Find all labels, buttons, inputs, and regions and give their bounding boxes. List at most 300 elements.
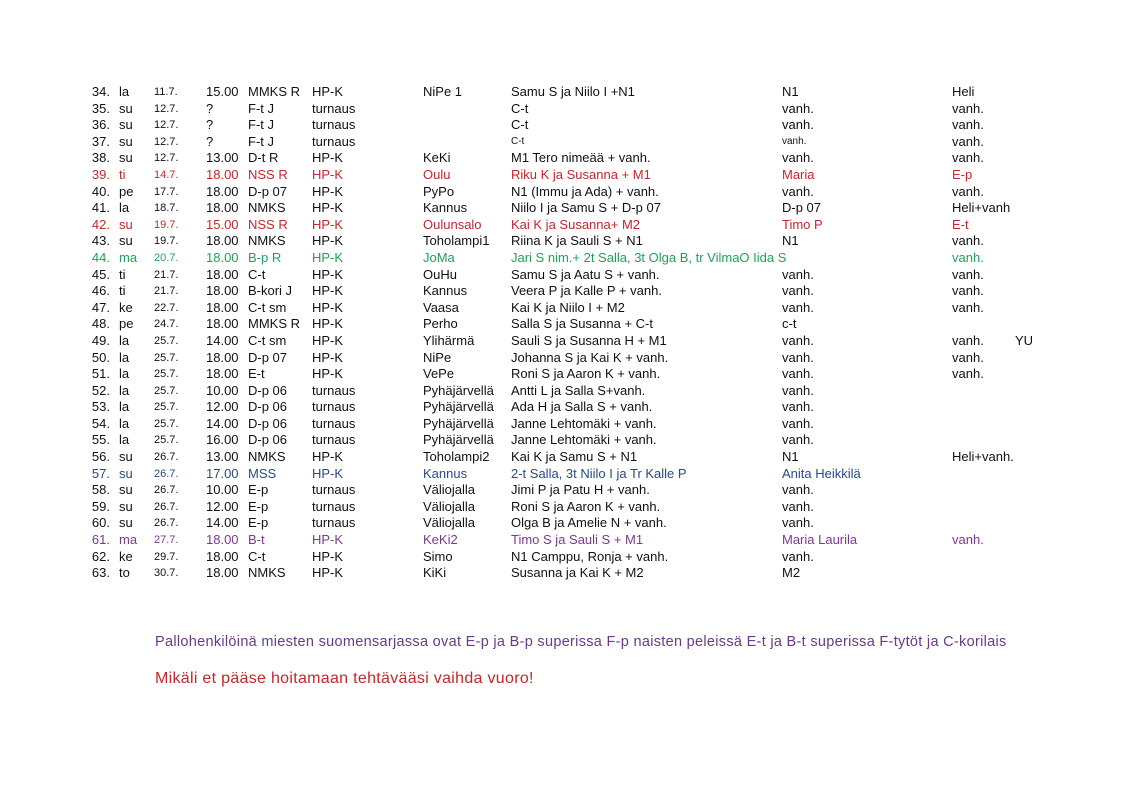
row-opponent: Pyhäjärvellä [423, 415, 494, 431]
row-date: 22.7. [154, 301, 179, 314]
table-row [0, 565, 1131, 582]
row-lead: E-t [952, 216, 969, 232]
row-team: D-p 06 [248, 415, 288, 431]
row-assigned: M1 Tero nimeää + vanh. [511, 150, 651, 166]
row-number: 60. [91, 515, 110, 531]
row-weekday: su [119, 100, 133, 116]
row-assigned: N1 (Immu ja Ada) + vanh. [511, 183, 659, 199]
row-lead: vanh. [952, 150, 984, 166]
row-number: 40. [91, 183, 110, 199]
row-assigned: Antti L ja Salla S+vanh. [511, 382, 646, 398]
row-game-type: turnaus [312, 117, 356, 133]
row-date: 20.7. [154, 251, 179, 264]
row-number: 48. [91, 316, 110, 332]
row-game-type: HP-K [312, 465, 344, 481]
row-weekday: ti [119, 266, 126, 282]
row-referee: N1 [782, 233, 799, 249]
table-row [0, 150, 1131, 167]
row-opponent: Pyhäjärvellä [423, 399, 494, 415]
row-number: 51. [91, 366, 110, 382]
row-lead: vanh. [952, 133, 984, 149]
row-lead: vanh. [952, 283, 984, 299]
row-referee: vanh. [782, 399, 814, 415]
row-number: 61. [91, 532, 110, 548]
row-weekday: la [119, 399, 130, 415]
row-referee: vanh. [782, 266, 814, 282]
row-assigned: 2-t Salla, 3t Niilo I ja Tr Kalle P [511, 465, 687, 481]
row-referee: D-p 07 [782, 200, 822, 216]
row-team: B-t [248, 532, 265, 548]
row-referee: vanh. [782, 283, 814, 299]
table-row [0, 399, 1131, 416]
row-team: B-p R [248, 249, 282, 265]
row-date: 19.7. [154, 235, 179, 248]
row-date: 25.7. [154, 384, 179, 397]
row-date: 12.7. [154, 119, 179, 132]
row-team: NSS R [248, 216, 288, 232]
row-assigned: Riku K ja Susanna + M1 [511, 166, 651, 182]
row-time: 16.00 [206, 432, 239, 448]
row-assigned: C-t [511, 100, 529, 116]
row-referee: vanh. [782, 349, 814, 365]
table-row [0, 416, 1131, 433]
row-date: 25.7. [154, 417, 179, 430]
row-game-type: HP-K [312, 283, 344, 299]
row-opponent: Vaasa [423, 299, 459, 315]
row-assigned: Olga B ja Amelie N + vanh. [511, 515, 667, 531]
row-time: 14.00 [206, 515, 239, 531]
row-game-type: turnaus [312, 100, 356, 116]
row-game-type: HP-K [312, 166, 344, 182]
row-game-type: turnaus [312, 399, 356, 415]
row-game-type: turnaus [312, 432, 356, 448]
row-time: ? [206, 133, 214, 149]
row-opponent: Kannus [423, 283, 468, 299]
row-team: NMKS [248, 200, 286, 216]
row-weekday: ma [119, 532, 138, 548]
table-row [0, 366, 1131, 383]
row-team: D-p 06 [248, 399, 288, 415]
row-referee: vanh. [782, 498, 814, 514]
row-number: 39. [91, 166, 110, 182]
row-time: 18.00 [206, 200, 239, 216]
row-opponent: Väliojalla [423, 482, 476, 498]
row-team: D-p 06 [248, 432, 288, 448]
row-number: 49. [91, 332, 110, 348]
row-assigned: Johanna S ja Kai K + vanh. [511, 349, 669, 365]
row-time: 18.00 [206, 283, 239, 299]
row-number: 45. [91, 266, 110, 282]
row-number: 54. [91, 415, 110, 431]
row-team: D-p 07 [248, 183, 288, 199]
table-row [0, 515, 1131, 532]
row-referee: vanh. [782, 415, 814, 431]
row-game-type: turnaus [312, 498, 356, 514]
row-weekday: pe [119, 183, 134, 199]
row-opponent: Toholampi1 [423, 233, 490, 249]
row-opponent: KeKi2 [423, 532, 458, 548]
table-row [0, 200, 1131, 217]
row-game-type: HP-K [312, 299, 344, 315]
row-assigned: N1 Camppu, Ronja + vanh. [511, 548, 669, 564]
row-time: 18.00 [206, 548, 239, 564]
table-row [0, 267, 1131, 284]
table-row [0, 466, 1131, 483]
row-time: 10.00 [206, 482, 239, 498]
row-time: ? [206, 100, 214, 116]
row-number: 52. [91, 382, 110, 398]
row-assigned: Salla S ja Susanna + C-t [511, 316, 653, 332]
row-time: 10.00 [206, 382, 239, 398]
row-opponent: Oulu [423, 166, 451, 182]
row-assigned: Jimi P ja Patu H + vanh. [511, 482, 650, 498]
row-lead: Heli+vanh. [952, 449, 1014, 465]
row-assigned: C-t [511, 135, 525, 147]
ball-crew-note: Pallohenkilöinä miesten suomensarjassa ovat E-p ja B-p superissa F-p naisten peleissä E-t ja B-t superissa F-tytöt ja C-korilais [155, 634, 1007, 650]
row-time: 12.00 [206, 498, 239, 514]
row-game-type: HP-K [312, 548, 344, 564]
row-number: 47. [91, 299, 110, 315]
row-date: 17.7. [154, 185, 179, 198]
row-weekday: su [119, 449, 133, 465]
row-date: 21.7. [154, 268, 179, 281]
row-time: ? [206, 117, 214, 133]
row-weekday: su [119, 117, 133, 133]
row-number: 46. [91, 283, 110, 299]
row-team: NMKS [248, 565, 286, 581]
row-referee: vanh. [782, 299, 814, 315]
row-team: E-p [248, 498, 269, 514]
row-lead: vanh. [952, 332, 984, 348]
row-opponent: Pyhäjärvellä [423, 432, 494, 448]
table-row [0, 482, 1131, 499]
table-row [0, 217, 1131, 234]
row-number: 57. [91, 465, 110, 481]
row-number: 55. [91, 432, 110, 448]
row-game-type: HP-K [312, 316, 344, 332]
row-lead: vanh. [952, 100, 984, 116]
row-date: 19.7. [154, 218, 179, 231]
row-game-type: HP-K [312, 84, 344, 99]
table-row [0, 549, 1131, 566]
row-date: 26.7. [154, 484, 179, 497]
row-opponent: OuHu [423, 266, 457, 282]
row-game-type: HP-K [312, 349, 344, 365]
table-row [0, 432, 1131, 449]
row-team: D-p 06 [248, 382, 288, 398]
row-opponent: Toholampi2 [423, 449, 490, 465]
row-team: F-t J [248, 117, 274, 133]
row-number: 63. [91, 565, 110, 581]
row-opponent: Simo [423, 548, 453, 564]
row-number: 35. [91, 100, 110, 116]
row-assigned: Kai K ja Susanna+ M2 [511, 216, 640, 232]
row-referee: vanh. [782, 117, 814, 133]
row-opponent: Väliojalla [423, 498, 476, 514]
row-team: B-kori J [248, 283, 293, 299]
row-date: 14.7. [154, 168, 179, 181]
row-team: C-t sm [248, 332, 287, 348]
row-game-type: HP-K [312, 449, 344, 465]
row-lead: vanh. [952, 366, 984, 382]
row-team: C-t [248, 548, 266, 564]
row-assigned: Roni S ja Aaron K + vanh. [511, 498, 661, 514]
row-opponent: JoMa [423, 249, 455, 265]
swap-shift-note: Mikäli et pääse hoitamaan tehtävääsi vaihda vuoro! [155, 670, 534, 687]
row-referee: vanh. [782, 382, 814, 398]
row-number: 37. [91, 133, 110, 149]
row-date: 25.7. [154, 334, 179, 347]
row-time: 18.00 [206, 349, 239, 365]
row-time: 13.00 [206, 150, 239, 166]
row-assigned: Samu S ja Niilo I +N1 [511, 84, 635, 99]
row-weekday: su [119, 133, 133, 149]
row-weekday: la [119, 332, 130, 348]
row-team: F-t J [248, 133, 274, 149]
row-weekday: su [119, 482, 133, 498]
row-team: E-p [248, 515, 269, 531]
row-referee: vanh. [782, 183, 814, 199]
row-time: 18.00 [206, 299, 239, 315]
table-row [0, 117, 1131, 134]
row-referee: N1 [782, 84, 799, 99]
row-game-type: HP-K [312, 183, 344, 199]
row-team: NSS R [248, 166, 288, 182]
row-date: 25.7. [154, 351, 179, 364]
row-extra: YU [1015, 332, 1034, 348]
row-date: 12.7. [154, 152, 179, 165]
row-time: 18.00 [206, 249, 239, 265]
table-row [0, 316, 1131, 333]
row-opponent: KeKi [423, 150, 451, 166]
table-row [0, 350, 1131, 367]
row-assigned: Jari S nim.+ 2t Salla, 3t Olga B, tr VilmaO Iida S [511, 249, 787, 265]
row-date: 25.7. [154, 434, 179, 447]
table-row [0, 283, 1131, 300]
row-time: 18.00 [206, 366, 239, 382]
row-date: 26.7. [154, 467, 179, 480]
row-weekday: la [119, 84, 130, 99]
table-row [0, 167, 1131, 184]
row-lead: vanh. [952, 349, 984, 365]
row-team: E-t [248, 366, 265, 382]
row-referee: Timo P [782, 216, 823, 232]
row-date: 21.7. [154, 285, 179, 298]
row-game-type: HP-K [312, 216, 344, 232]
table-row [0, 449, 1131, 466]
row-team: F-t J [248, 100, 274, 116]
row-referee: Maria Laurila [782, 532, 858, 548]
row-referee: vanh. [782, 482, 814, 498]
table-row [0, 333, 1131, 350]
row-referee: vanh. [782, 100, 814, 116]
row-number: 43. [91, 233, 110, 249]
row-number: 58. [91, 482, 110, 498]
row-team: E-p [248, 482, 269, 498]
row-number: 59. [91, 498, 110, 514]
row-opponent: KiKi [423, 565, 447, 581]
row-referee: vanh. [782, 515, 814, 531]
row-lead: vanh. [952, 117, 984, 133]
row-opponent: Kannus [423, 465, 468, 481]
row-time: 18.00 [206, 233, 239, 249]
row-weekday: ma [119, 249, 138, 265]
row-weekday: la [119, 415, 130, 431]
row-weekday: la [119, 366, 130, 382]
table-row [0, 532, 1131, 549]
row-number: 36. [91, 117, 110, 133]
row-date: 26.7. [154, 451, 179, 464]
row-time: 18.00 [206, 166, 239, 182]
row-game-type: HP-K [312, 332, 344, 348]
row-team: NMKS [248, 449, 286, 465]
row-game-type: turnaus [312, 415, 356, 431]
row-date: 18.7. [154, 202, 179, 215]
row-referee: vanh. [782, 366, 814, 382]
row-game-type: turnaus [312, 382, 356, 398]
row-game-type: HP-K [312, 200, 344, 216]
row-team: C-t sm [248, 299, 287, 315]
row-lead: Heli [952, 84, 975, 99]
row-game-type: HP-K [312, 266, 344, 282]
row-assigned: Sauli S ja Susanna H + M1 [511, 332, 667, 348]
row-number: 62. [91, 548, 110, 564]
row-date: 27.7. [154, 534, 179, 547]
row-assigned: Timo S ja Sauli S + M1 [511, 532, 644, 548]
row-time: 18.00 [206, 565, 239, 581]
row-number: 44. [91, 249, 110, 265]
row-weekday: ke [119, 548, 133, 564]
row-game-type: HP-K [312, 532, 344, 548]
row-assigned: Susanna ja Kai K + M2 [511, 565, 644, 581]
row-opponent: NiPe 1 [423, 84, 463, 99]
row-assigned: Veera P ja Kalle P + vanh. [511, 283, 662, 299]
row-weekday: la [119, 432, 130, 448]
row-date: 26.7. [154, 517, 179, 530]
row-assigned: Janne Lehtomäki + vanh. [511, 415, 657, 431]
row-weekday: pe [119, 316, 134, 332]
row-date: 26.7. [154, 500, 179, 513]
row-time: 18.00 [206, 532, 239, 548]
row-weekday: su [119, 150, 133, 166]
row-assigned: Ada H ja Salla S + vanh. [511, 399, 653, 415]
row-team: C-t [248, 266, 266, 282]
row-date: 25.7. [154, 401, 179, 414]
row-lead: vanh. [952, 233, 984, 249]
row-opponent: Perho [423, 316, 458, 332]
row-referee: vanh. [782, 432, 814, 448]
row-referee: c-t [782, 316, 797, 332]
row-team: NMKS [248, 233, 286, 249]
row-time: 17.00 [206, 465, 239, 481]
row-lead: E-p [952, 166, 973, 182]
row-lead: vanh. [952, 266, 984, 282]
row-referee: N1 [782, 449, 799, 465]
row-assigned: Kai K ja Samu S + N1 [511, 449, 638, 465]
row-referee: vanh. [782, 332, 814, 348]
row-opponent: VePe [423, 366, 455, 382]
row-lead: vanh. [952, 299, 984, 315]
row-opponent: Kannus [423, 200, 468, 216]
row-time: 14.00 [206, 332, 239, 348]
row-assigned: Roni S ja Aaron K + vanh. [511, 366, 661, 382]
row-team: D-t R [248, 150, 279, 166]
row-weekday: su [119, 216, 133, 232]
row-game-type: HP-K [312, 249, 344, 265]
row-opponent: NiPe [423, 349, 452, 365]
row-weekday: la [119, 349, 130, 365]
row-assigned: Niilo I ja Samu S + D-p 07 [511, 200, 661, 216]
row-assigned: Janne Lehtomäki + vanh. [511, 432, 657, 448]
row-game-type: turnaus [312, 133, 356, 149]
row-date: 30.7. [154, 567, 179, 580]
row-referee: Maria [782, 166, 815, 182]
row-lead: vanh. [952, 249, 984, 265]
row-assigned: Riina K ja Sauli S + N1 [511, 233, 643, 249]
row-assigned: Kai K ja Niilo I + M2 [511, 299, 625, 315]
table-row [0, 250, 1131, 267]
row-weekday: su [119, 465, 133, 481]
row-referee: vanh. [782, 135, 807, 147]
row-number: 42. [91, 216, 110, 232]
row-assigned: Samu S ja Aatu S + vanh. [511, 266, 660, 282]
row-number: 50. [91, 349, 110, 365]
row-number: 38. [91, 150, 110, 166]
row-referee: vanh. [782, 548, 814, 564]
row-lead: vanh. [952, 183, 984, 199]
row-lead: vanh. [952, 532, 984, 548]
row-time: 14.00 [206, 415, 239, 431]
row-game-type: HP-K [312, 150, 344, 166]
row-time: 12.00 [206, 399, 239, 415]
table-row [0, 184, 1131, 201]
row-game-type: turnaus [312, 482, 356, 498]
row-opponent: Oulunsalo [423, 216, 482, 232]
row-time: 18.00 [206, 316, 239, 332]
row-game-type: HP-K [312, 233, 344, 249]
schedule-table [0, 84, 1131, 582]
row-team: D-p 07 [248, 349, 288, 365]
row-team: MMKS R [248, 84, 300, 99]
row-number: 41. [91, 200, 110, 216]
row-date: 29.7. [154, 550, 179, 563]
row-weekday: to [119, 565, 130, 581]
row-number: 53. [91, 399, 110, 415]
row-weekday: la [119, 200, 130, 216]
table-row [0, 383, 1131, 400]
table-row [0, 499, 1131, 516]
row-weekday: su [119, 498, 133, 514]
table-row [0, 300, 1131, 317]
row-game-type: HP-K [312, 565, 344, 581]
row-date: 24.7. [154, 318, 179, 331]
row-weekday: ti [119, 283, 126, 299]
row-game-type: HP-K [312, 366, 344, 382]
row-date: 12.7. [154, 135, 179, 148]
row-opponent: Väliojalla [423, 515, 476, 531]
row-date: 12.7. [154, 102, 179, 115]
row-team: MSS [248, 465, 277, 481]
row-time: 18.00 [206, 183, 239, 199]
row-weekday: su [119, 233, 133, 249]
row-opponent: PyPo [423, 183, 455, 199]
row-weekday: ti [119, 166, 126, 182]
row-time: 15.00 [206, 84, 239, 99]
row-weekday: su [119, 515, 133, 531]
row-weekday: la [119, 382, 130, 398]
row-opponent: Ylihärmä [423, 332, 475, 348]
table-row [0, 101, 1131, 118]
